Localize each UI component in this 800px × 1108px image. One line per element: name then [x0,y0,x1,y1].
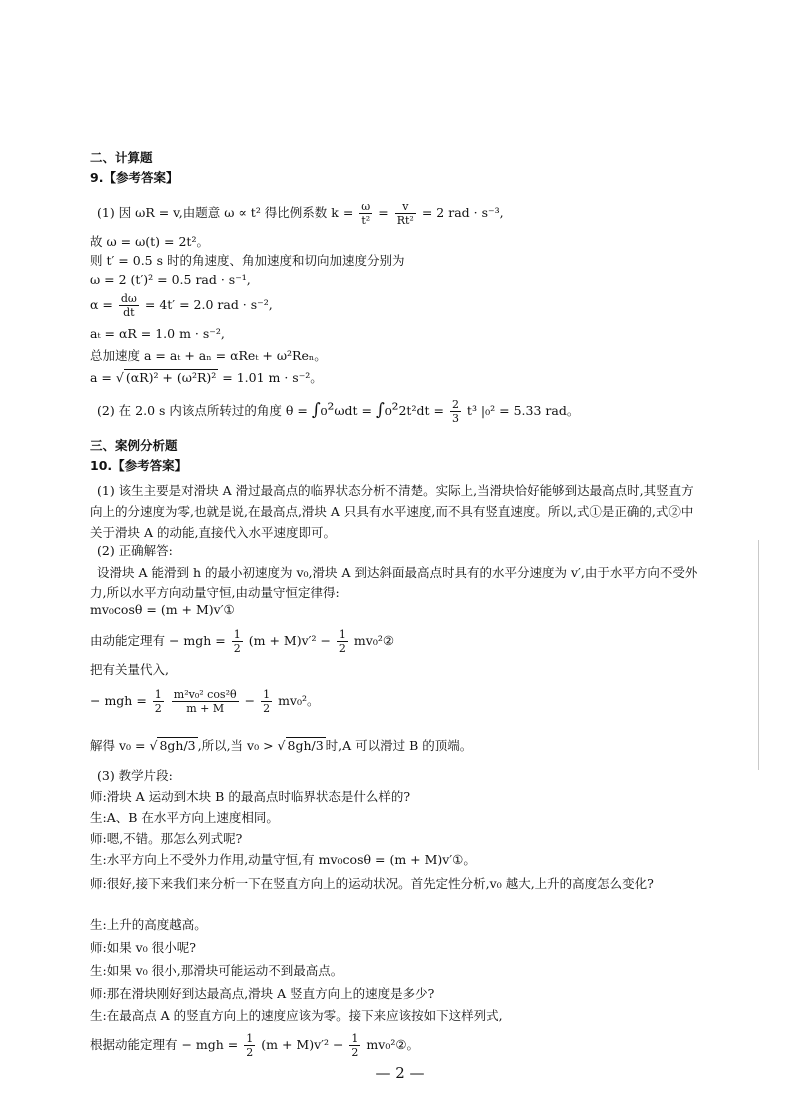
scan-edge-line [758,540,759,770]
paragraph-3: 设滑块 A 能滑到 h 的最小初速度为 v₀,滑块 A 到达斜面最高点时具有的水平分速度为 v′,由于水平方向不受外力,所以水平方向动量守恒,由动量守恒定律得: [90,565,698,600]
dialogue-9: 师:那在滑块刚好到达最高点,滑块 A 竖直方向上的速度是多少? [90,986,435,1001]
dialogue-7: 师:如果 v₀ 很小呢? [90,940,196,955]
eq-line-4: ω = 2 (t′)² = 0.5 rad · s⁻¹, [90,272,251,287]
eq-line-3: 则 t′ = 0.5 s 时的角速度、角加速度和切向加速度分别为 [90,253,405,268]
eq-line-1: (1) 因 ωR = v,由题意 ω ∝ t² 得比例系数 k = $\frac{\omega}{\text{t²}}$ = $\frac{v}{\text{Rt²}}$ = 2 rad · s⁻³, [97,200,504,227]
eq-momentum: mv₀cosθ = (m + M)v′① [90,602,235,617]
dialogue-3: 师:嗯,不错。那怎么列式呢? [90,831,243,846]
dialogue-2: 生:A、B 在水平方向上速度相同。 [90,810,279,825]
eq-line-6: aₜ = αR = 1.0 m · s⁻², [90,326,225,341]
dialogue-10: 生:在最高点 A 的竖直方向上的速度应该为零。接下来应该按如下这样列式, [90,1008,503,1023]
paragraph-4: 把有关量代入, [90,662,169,677]
dialogue-1: 师:滑块 A 运动到木块 B 的最高点时临界状态是什么样的? [90,789,411,804]
section-heading-case: 三、案例分析题 [90,438,178,453]
paragraph-1: (1) 该生主要是对滑块 A 滑过最高点的临界状态分析不清楚。实际上,当滑块恰好能够到达最高点时,其竖直方向上的分速度为零,也就是说,在最高点,滑块 A 只具有水平速度,而不具有竖直速度。所以,式①是正确的,式②中关于滑块 A 的动能,直接代入水平速度即可。 [90,483,694,540]
dialogue-4: 生:水平方向上不受外力作用,动量守恒,有 mv₀cosθ = (m + M)v′①。 [90,852,476,867]
page-number: — 2 — [375,1064,425,1082]
paragraph-5: (3) 教学片段: [97,768,173,783]
eq-line-2: 故 ω = ω(t) = 2t²。 [90,234,209,249]
eq-energy: 由动能定理有 − mgh = $\frac{1}{2}$ (m + M)v′² − $\frac{1}{2}$ mv₀²② [90,628,395,655]
dialogue-6: 生:上升的高度越高。 [90,917,207,932]
eq-line-9: (2) 在 2.0 s 内该点所转过的角度 θ = ∫₀²ωdt = ∫₀²2t²dt = $\frac{2}{3}$ t³ |₀² = 5.33 rad。 [97,398,580,425]
answer-label-10: 10.【参考答案】 [90,458,188,473]
eq-substitute: − mgh = $\frac{1}{2}$ $\frac{\text{m²v₀² cos²θ}}{m + M}$ − $\frac{1}{2}$ mv₀²。 [90,688,320,715]
dialogue-8: 生:如果 v₀ 很小,那滑块可能运动不到最高点。 [90,963,344,978]
eq-line-7: 总加速度 a = aₜ + aₙ = αReₜ + ω²Reₙ。 [90,348,327,363]
dialogue-5: 师:很好,接下来我们来分析一下在竖直方向上的运动状况。首先定性分析,v₀ 越大,上升的高度怎么变化? [90,876,654,891]
eq-energy-dialogue: 根据动能定理有 − mgh = $\frac{1}{2}$ (m + M)v′² − $\frac{1}{2}$ mv₀²②。 [90,1032,420,1059]
eq-solution: 解得 v₀ = √ 8gh/3 ,所以,当 v₀ > √ 8gh/3 时,A 可以滑过 B 的顶端。 [90,738,473,753]
paragraph-2: (2) 正确解答: [97,543,173,558]
eq-line-5: α = $\frac{d\omega}{dt}$ = 4t′ = 2.0 rad · s⁻², [90,292,273,319]
eq-line-8: a = √ (αR)² + (ω²R)² = 1.01 m · s⁻²。 [90,370,323,385]
section-heading-calc: 二、计算题 [90,150,153,165]
answer-label-9: 9.【参考答案】 [90,170,179,185]
